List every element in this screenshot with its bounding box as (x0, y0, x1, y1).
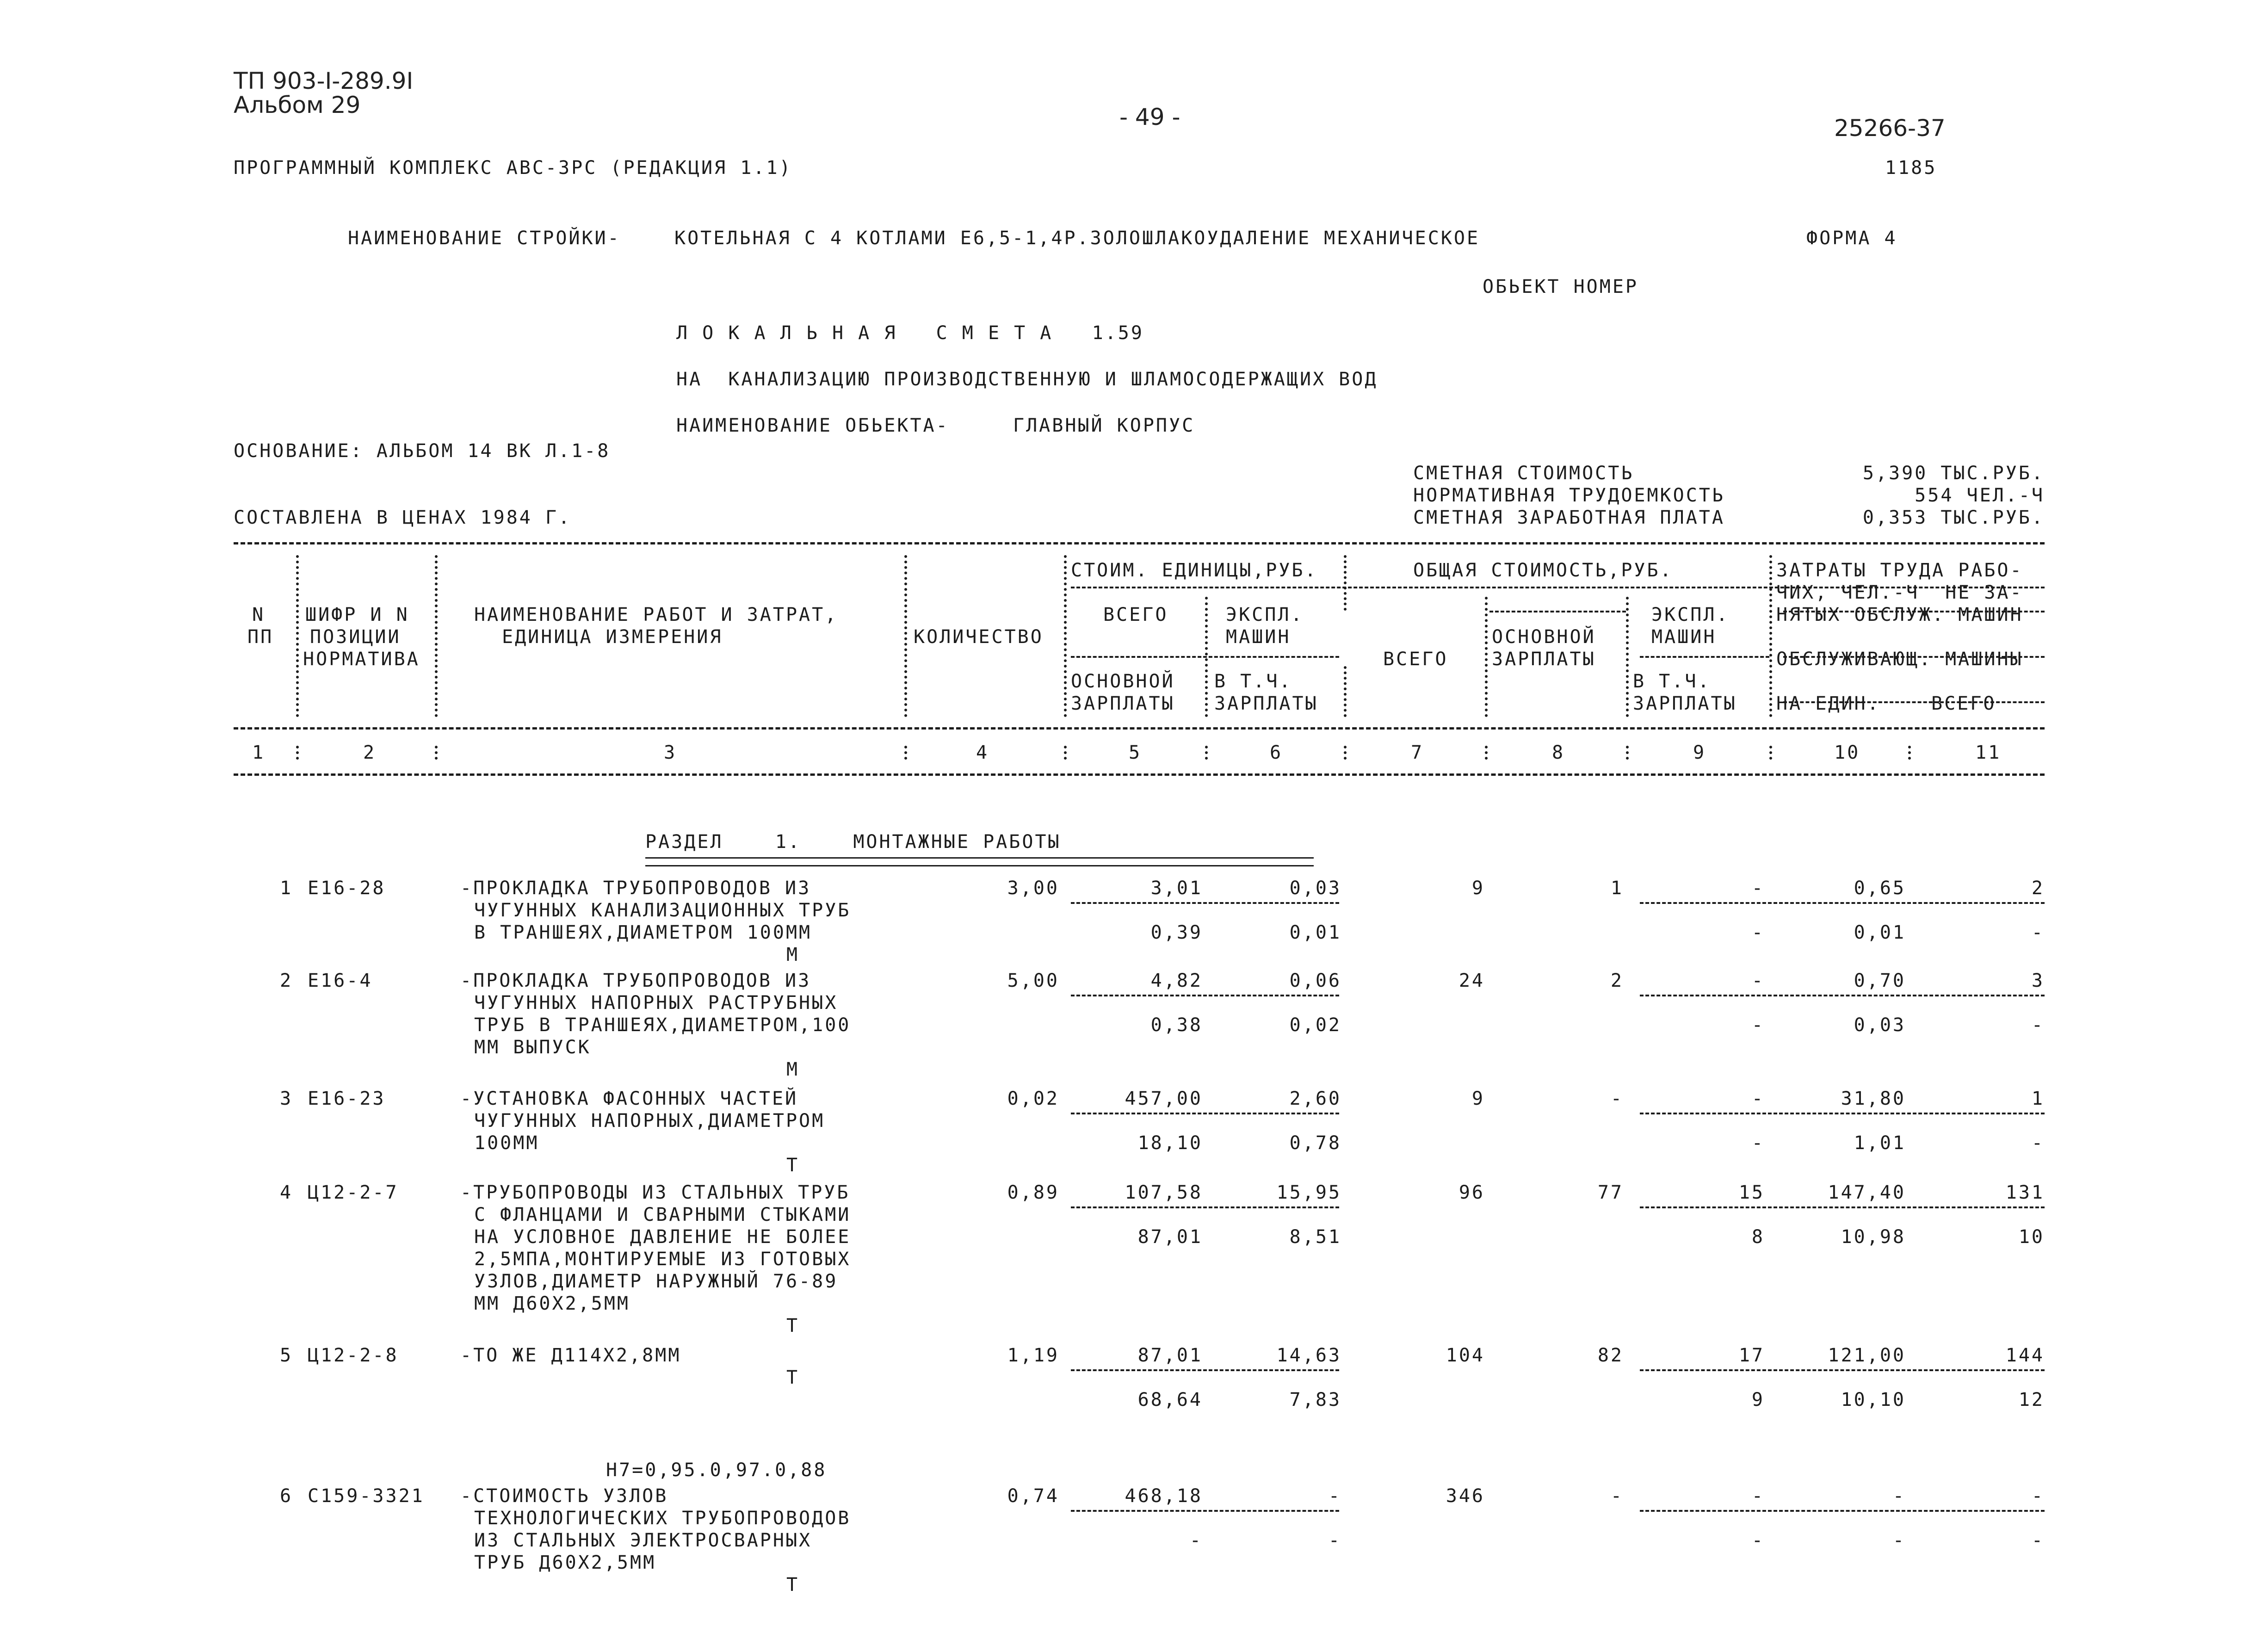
row-unit-incl-wages: 0,78 (1289, 1132, 1341, 1154)
row-labor-unit-machines: - (1892, 1530, 1906, 1551)
row-unit-incl-wages: 7,83 (1289, 1389, 1341, 1410)
page-number: - 49 - (1119, 104, 1180, 130)
row-unit-machines: 2,60 (1289, 1088, 1341, 1109)
column-separator (1769, 555, 1776, 717)
cell-divider (1071, 1369, 1339, 1371)
col-unit-wages: ОСНОВНОЙ (1071, 671, 1175, 692)
column-separator (1064, 746, 1070, 760)
row-name: ММ Д60Х2,5ММ (474, 1293, 630, 1314)
row-name: -ПРОКЛАДКА ТРУБОПРОВОДОВ ИЗ (460, 970, 811, 991)
col-labor-per-unit: НА ЕДИН. (1776, 693, 1880, 714)
sheet-number: 1185 (1885, 157, 1937, 179)
cell-divider (1071, 902, 1339, 904)
col-unit-wages: ЗАРПЛАТЫ (1071, 693, 1175, 714)
row-unit: Т (786, 1367, 800, 1388)
row-name: В ТРАНШЕЯХ,ДИАМЕТРОМ 100ММ (474, 922, 812, 943)
row-total-machines: - (1751, 970, 1765, 991)
row-total-wages: 2 (1610, 970, 1624, 991)
row-labor-unit: - (1892, 1485, 1906, 1507)
row-total-wages: 1 (1610, 878, 1624, 899)
row-total-machines: 15 (1738, 1182, 1765, 1203)
column-separator (1485, 746, 1491, 760)
row-quantity: 3,00 (1007, 878, 1059, 899)
row-labor-total: 2 (2031, 878, 2045, 899)
row-name: ТРУБ Д60Х2,5ММ (474, 1552, 656, 1573)
column-separator (435, 746, 441, 760)
column-number: 10 (1834, 742, 1860, 763)
row-total: 24 (1458, 970, 1485, 991)
object-label: НАИМЕНОВАНИЕ ОБЬЕКТА- (676, 415, 949, 436)
construction-label: НАИМЕНОВАНИЕ СТРОЙКИ- (348, 228, 621, 249)
column-separator (1626, 597, 1632, 717)
column-separator (904, 555, 911, 717)
summary-label: НОРМАТИВНАЯ ТРУДОЕМКОСТЬ (1413, 485, 1725, 506)
row-total: 104 (1446, 1345, 1485, 1366)
row-number: 5 (280, 1345, 293, 1366)
document-subtitle: НА КАНАЛИЗАЦИЮ ПРОИЗВОДСТВЕННУЮ И ШЛАМОСОДЕРЖАЩИХ ВОД (676, 369, 1378, 390)
album-number: Альбом 29 (234, 92, 361, 118)
row-name: ТЕХНОЛОГИЧЕСКИХ ТРУБОПРОВОДОВ (474, 1508, 851, 1529)
row-total-incl-wages: - (1751, 1530, 1765, 1551)
row-unit: Т (786, 1315, 800, 1336)
col-labor-group: ЧИХ, ЧЕЛ.-Ч НЕ ЗА- (1776, 582, 2023, 603)
section-title: РАЗДЕЛ 1. МОНТАЖНЫЕ РАБОТЫ (645, 831, 1061, 853)
row-labor-unit: 0,65 (1854, 878, 1906, 899)
column-separator (1205, 597, 1211, 717)
row-number: 4 (280, 1182, 293, 1203)
table-top-rule (234, 542, 2045, 544)
cell-divider (1071, 995, 1339, 996)
row-unit: Т (786, 1574, 800, 1596)
row-labor-unit-machines: 10,10 (1841, 1389, 1906, 1410)
column-separator (1908, 746, 1915, 760)
col-n: ПП (247, 626, 274, 648)
project-code: ТП 903-I-289.9I (234, 68, 414, 94)
row-unit-total: 4,82 (1150, 970, 1203, 991)
col-unit-machines: ЭКСПЛ. (1226, 604, 1304, 625)
row-number: 2 (280, 970, 293, 991)
cell-divider (1071, 1113, 1339, 1114)
row-name: ММ ВЫПУСК (474, 1037, 591, 1058)
row-code: Е16-4 (308, 970, 373, 991)
row-labor-total-machines: 10 (2018, 1226, 2045, 1248)
column-number: 6 (1270, 742, 1283, 763)
col-unit-total: ВСЕГО (1103, 604, 1168, 625)
row-unit-machines: - (1328, 1485, 1341, 1507)
row-quantity: 5,00 (1007, 970, 1059, 991)
col-code: ШИФР И N (305, 604, 409, 625)
row-unit-total: 107,58 (1125, 1182, 1203, 1203)
column-number: 1 (252, 742, 266, 763)
row-total-incl-wages: 9 (1751, 1389, 1765, 1410)
document-number: 25266-37 (1834, 115, 1946, 142)
column-number: 8 (1552, 742, 1565, 763)
row-quantity: 0,74 (1007, 1485, 1059, 1507)
column-number: 4 (976, 742, 989, 763)
row-unit-total: 3,01 (1150, 878, 1203, 899)
col-quantity: КОЛИЧЕСТВО (914, 626, 1044, 648)
column-separator (1485, 597, 1491, 717)
row-labor-unit-machines: 1,01 (1854, 1132, 1906, 1154)
row-unit-incl-wages: 0,01 (1289, 922, 1341, 943)
row-name: -ТО ЖЕ Д114Х2,8ММ (460, 1345, 681, 1366)
row-labor-unit: 31,80 (1841, 1088, 1906, 1109)
row-code: Е16-23 (308, 1088, 386, 1109)
col-code: ПОЗИЦИИ (310, 626, 401, 648)
row-name: -СТОИМОСТЬ УЗЛОВ (460, 1485, 668, 1507)
col-n: N (252, 604, 266, 625)
cell-divider (1071, 1206, 1339, 1208)
summary-value: 0,353 ТЫС.РУБ. (1862, 507, 2045, 528)
row-name: ЧУГУННЫХ КАНАЛИЗАЦИОННЫХ ТРУБ (474, 900, 851, 921)
row-unit-machines: 15,95 (1276, 1182, 1341, 1203)
row-name: НА УСЛОВНОЕ ДАВЛЕНИЕ НЕ БОЛЕЕ (474, 1226, 851, 1248)
column-separator (296, 746, 303, 760)
row-unit-incl-wages: 0,02 (1289, 1014, 1341, 1036)
row-total-wages: - (1610, 1485, 1624, 1507)
row-total: 9 (1471, 1088, 1485, 1109)
price-basis: СОСТАВЛЕНА В ЦЕНАХ 1984 Г. (234, 507, 572, 528)
row-labor-total-machines: - (2031, 1132, 2045, 1154)
row-quantity: 1,19 (1007, 1345, 1059, 1366)
row-total-wages: 82 (1597, 1345, 1624, 1366)
row-unit-total: 87,01 (1137, 1345, 1203, 1366)
header-sub-rule (1489, 611, 1626, 612)
cell-divider (1640, 1510, 2045, 1512)
row-total-incl-wages: 8 (1751, 1226, 1765, 1248)
row-labor-total-machines: - (2031, 1014, 2045, 1036)
row-unit-wages: - (1189, 1530, 1203, 1551)
column-separator (1769, 746, 1776, 760)
cell-divider (1640, 902, 2045, 904)
column-separator (435, 555, 441, 717)
row-name: -ПРОКЛАДКА ТРУБОПРОВОДОВ ИЗ (460, 878, 811, 899)
object-number: ОБЬЕКТ НОМЕР (1483, 276, 1638, 297)
row-name: ИЗ СТАЛЬНЫХ ЭЛЕКТРОСВАРНЫХ (474, 1530, 812, 1551)
row-unit-machines: 14,63 (1276, 1345, 1341, 1366)
col-total-wages: ОСНОВНОЙ (1492, 626, 1596, 648)
summary-value: 554 ЧЕЛ.-Ч (1915, 485, 2045, 506)
col-labor-group: ЗАТРАТЫ ТРУДА РАБО- (1776, 560, 2023, 581)
row-name: ЧУГУННЫХ НАПОРНЫХ,ДИАМЕТРОМ (474, 1110, 825, 1132)
column-separator (1064, 555, 1070, 717)
column-separator (904, 746, 911, 760)
col-code: НОРМАТИВА (303, 649, 420, 670)
column-numbers-rule (234, 773, 2045, 776)
row-quantity: 0,02 (1007, 1088, 1059, 1109)
col-total-incl-wages: В Т.Ч. (1633, 671, 1711, 692)
row-labor-total: 131 (2005, 1182, 2045, 1203)
row-unit-wages: 18,10 (1137, 1132, 1203, 1154)
row-total-machines: - (1751, 1485, 1765, 1507)
col-name: НАИМЕНОВАНИЕ РАБОТ И ЗАТРАТ, (474, 604, 838, 625)
row-unit-incl-wages: 8,51 (1289, 1226, 1341, 1248)
row-labor-unit: 0,70 (1854, 970, 1906, 991)
row-quantity: 0,89 (1007, 1182, 1059, 1203)
row-code: Ц12-2-7 (308, 1182, 399, 1203)
row-code: Е16-28 (308, 878, 386, 899)
row-total-machines: 17 (1738, 1345, 1765, 1366)
row-total: 9 (1471, 878, 1485, 899)
col-total-incl-wages: ЗАРПЛАТЫ (1633, 693, 1737, 714)
row-total-incl-wages: - (1751, 1014, 1765, 1036)
col-unit-cost-group: СТОИМ. ЕДИНИЦЫ,РУБ. (1071, 560, 1318, 581)
row-unit-total: 468,18 (1125, 1485, 1203, 1507)
construction-name: КОТЕЛЬНАЯ С 4 КОТЛАМИ Е6,5-1,4Р.ЗОЛОШЛАКОУДАЛЕНИЕ МЕХАНИЧЕСКОЕ (674, 228, 1480, 249)
row-labor-unit-machines: 0,01 (1854, 922, 1906, 943)
cell-divider (1640, 1206, 2045, 1208)
section-underline (645, 857, 1314, 866)
row-total-incl-wages: - (1751, 1132, 1765, 1154)
cell-divider (1640, 995, 2045, 996)
col-unit-incl-wages: ЗАРПЛАТЫ (1214, 693, 1318, 714)
column-number: 2 (363, 742, 377, 763)
row-total-machines: - (1751, 1088, 1765, 1109)
form-number: ФОРМА 4 (1806, 228, 1897, 249)
column-number: 9 (1693, 742, 1706, 763)
object-name: ГЛАВНЫЙ КОРПУС (1013, 415, 1195, 436)
summary-label: СМЕТНАЯ ЗАРАБОТНАЯ ПЛАТА (1413, 507, 1725, 528)
program-name: ПРОГРАММНЫЙ КОМПЛЕКС АВС-3РС (РЕДАКЦИЯ 1.1) (234, 157, 792, 179)
row-unit-wages: 0,38 (1150, 1014, 1203, 1036)
col-total-cost-group: ОБЩАЯ СТОИМОСТЬ,РУБ. (1413, 560, 1673, 581)
document-title: Л О К А Л Ь Н А Я С М Е Т А 1.59 (676, 322, 1144, 344)
row-number: 3 (280, 1088, 293, 1109)
row-coefficient-note: Н7=0,95.0,97.0,88 (606, 1460, 827, 1481)
row-unit-total: 457,00 (1125, 1088, 1203, 1109)
row-labor-total: 3 (2031, 970, 2045, 991)
basis: ОСНОВАНИЕ: АЛЬБОМ 14 ВК Л.1-8 (234, 440, 611, 462)
row-labor-total-machines: - (2031, 1530, 2045, 1551)
col-name: ЕДИНИЦА ИЗМЕРЕНИЯ (502, 626, 723, 648)
row-total: 96 (1458, 1182, 1485, 1203)
row-unit-machines: 0,03 (1289, 878, 1341, 899)
cell-divider (1640, 1369, 2045, 1371)
row-labor-total: 144 (2005, 1345, 2045, 1366)
row-name: ТРУБ В ТРАНШЕЯХ,ДИАМЕТРОМ,100 (474, 1014, 851, 1036)
row-name: 100ММ (474, 1132, 539, 1154)
row-unit-wages: 0,39 (1150, 922, 1203, 943)
row-labor-total-machines: 12 (2018, 1389, 2045, 1410)
row-total-machines: - (1751, 878, 1765, 899)
col-total-machines: МАШИН (1651, 626, 1717, 648)
column-number: 7 (1411, 742, 1424, 763)
row-unit-wages: 87,01 (1137, 1226, 1203, 1248)
row-name: 2,5МПА,МОНТИРУЕМЫЕ ИЗ ГОТОВЫХ (474, 1249, 851, 1270)
row-name: -УСТАНОВКА ФАСОННЫХ ЧАСТЕЙ (460, 1088, 798, 1109)
row-number: 1 (280, 878, 293, 899)
row-name: С ФЛАНЦАМИ И СВАРНЫМИ СТЫКАМИ (474, 1204, 851, 1225)
row-name: ЧУГУННЫХ НАПОРНЫХ РАСТРУБНЫХ (474, 992, 838, 1014)
row-unit-machines: 0,06 (1289, 970, 1341, 991)
column-separator (1205, 746, 1211, 760)
row-unit: М (786, 944, 800, 965)
row-labor-total: 1 (2031, 1088, 2045, 1109)
row-labor-total: - (2031, 1485, 2045, 1507)
column-separator (1344, 746, 1350, 760)
col-unit-incl-wages: В Т.Ч. (1214, 671, 1292, 692)
column-number: 5 (1129, 742, 1142, 763)
row-name: УЗЛОВ,ДИАМЕТР НАРУЖНЫЙ 76-89 (474, 1271, 838, 1292)
row-code: С159-3321 (308, 1485, 425, 1507)
column-number: 11 (1975, 742, 2002, 763)
col-total-wages: ЗАРПЛАТЫ (1492, 649, 1596, 670)
cell-divider (1640, 1113, 2045, 1114)
row-total-wages: 77 (1597, 1182, 1624, 1203)
column-separator (296, 555, 303, 717)
row-labor-unit-machines: 10,98 (1841, 1226, 1906, 1248)
row-labor-total-machines: - (2031, 922, 2045, 943)
header-sub-rule (1640, 656, 1769, 658)
column-separator (1626, 746, 1632, 760)
col-labor-machine: ОБСЛУЖИВАЮЩ. МАШИНЫ (1776, 649, 2023, 670)
row-total-wages: - (1610, 1088, 1624, 1109)
column-separator (1344, 555, 1350, 611)
col-total-all: ВСЕГО (1383, 649, 1448, 670)
summary-value: 5,390 ТЫС.РУБ. (1862, 463, 2045, 484)
row-labor-unit-machines: 0,03 (1854, 1014, 1906, 1036)
header-bottom-rule (234, 727, 2045, 730)
row-name: -ТРУБОПРОВОДЫ ИЗ СТАЛЬНЫХ ТРУБ (460, 1182, 850, 1203)
col-total-machines: ЭКСПЛ. (1651, 604, 1730, 625)
col-labor-total: ВСЕГО (1931, 693, 1996, 714)
row-labor-unit: 121,00 (1828, 1345, 1906, 1366)
summary-label: СМЕТНАЯ СТОИМОСТЬ (1413, 463, 1634, 484)
row-unit: Т (786, 1155, 800, 1176)
row-total: 346 (1446, 1485, 1485, 1507)
col-labor-group: НЯТЫХ ОБСЛУЖ. МАШИН (1776, 604, 2023, 625)
row-unit: М (786, 1059, 800, 1080)
cell-divider (1071, 1510, 1339, 1512)
row-total-incl-wages: - (1751, 922, 1765, 943)
row-code: Ц12-2-8 (308, 1345, 399, 1366)
row-unit-incl-wages: - (1328, 1530, 1341, 1551)
column-number: 3 (664, 742, 677, 763)
col-unit-machines: МАШИН (1226, 626, 1291, 648)
row-number: 6 (280, 1485, 293, 1507)
column-separator (1344, 666, 1350, 717)
row-labor-unit: 147,40 (1828, 1182, 1906, 1203)
row-unit-wages: 68,64 (1137, 1389, 1203, 1410)
